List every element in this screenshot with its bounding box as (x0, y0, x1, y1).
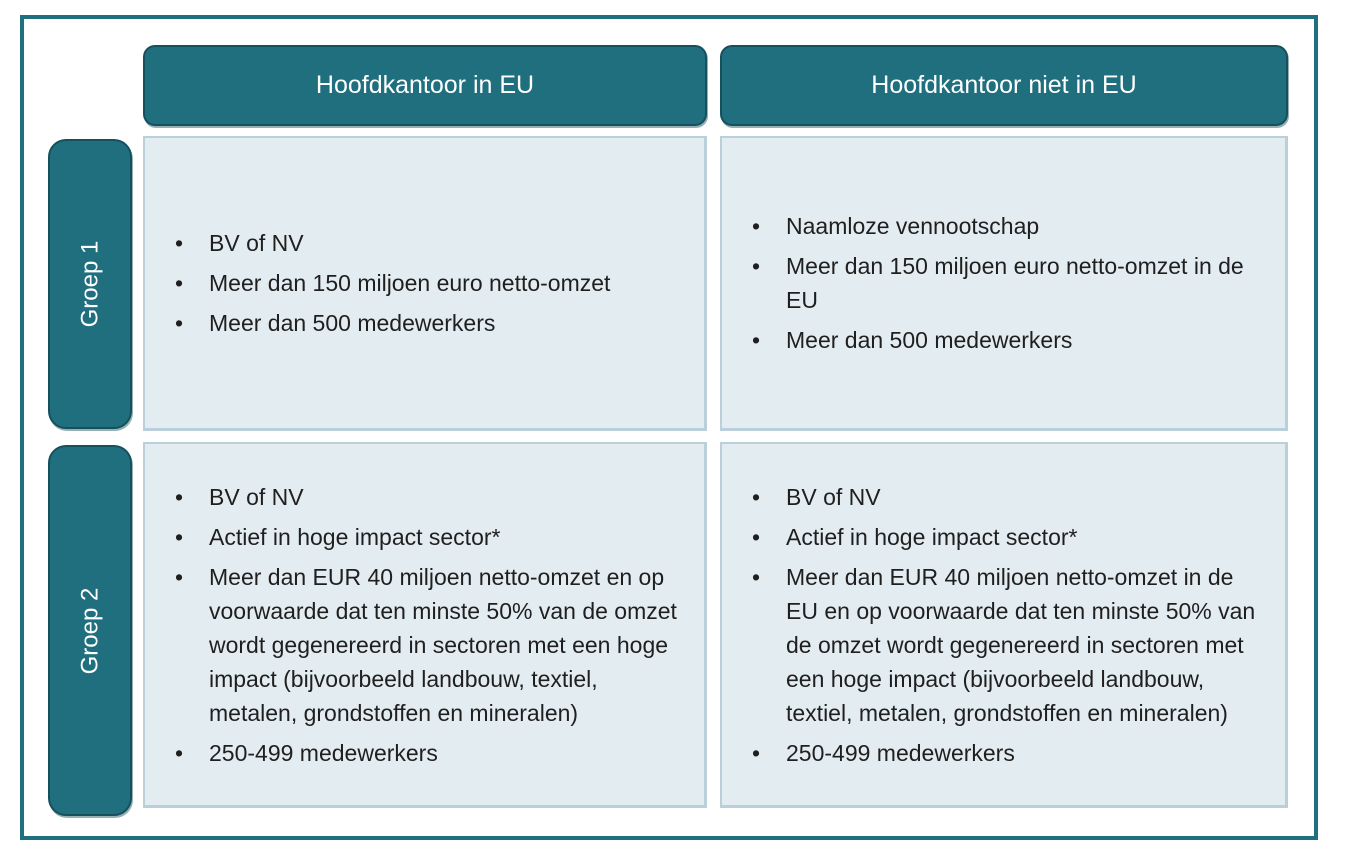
row-header-groep-1 (48, 139, 132, 429)
column-header-label: Hoofdkantoor niet in EU (871, 71, 1137, 99)
bullet-icon: • (752, 563, 761, 590)
bullet-text: 250-499 medewerkers (786, 739, 1015, 766)
bullet-text: Naamloze vennootschap (786, 213, 1040, 239)
bullet-list (169, 220, 686, 346)
bullet-item (746, 480, 1267, 514)
bullet-text: Actief in hoge impact sector* (786, 523, 1078, 550)
bullet-text: Meer dan 150 miljoen euro netto-omzet in de EU (786, 253, 1244, 313)
cell-groep2-niet-eu (720, 442, 1288, 808)
bullet-icon: • (175, 270, 184, 296)
bullet-item (169, 226, 686, 260)
cell-groep2-eu (143, 442, 707, 808)
bullet-icon: • (752, 327, 761, 353)
bullet-text: BV of NV (209, 483, 304, 510)
bullet-list (746, 474, 1267, 776)
bullet-item (746, 249, 1267, 317)
bullet-text: Actief in hoge impact sector* (209, 523, 501, 550)
bullet-item (169, 560, 686, 730)
bullet-item (169, 736, 686, 770)
bullet-item (746, 323, 1267, 357)
row-header-label: Groep 1 (76, 240, 103, 328)
bullet-item (169, 520, 686, 554)
bullet-item (169, 306, 686, 340)
bullet-text: Meer dan EUR 40 miljoen netto-omzet en op voorwaarde dat ten minste 50% van de omzet wordt gegenereerd in sectoren met een hoge impact (bijvoorbeeld landbouw, textiel, metalen, grondstoffen en mineralen) (209, 563, 677, 726)
bullet-text: BV of NV (786, 483, 881, 510)
bullet-list (169, 474, 686, 776)
column-header-label: Hoofdkantoor in EU (315, 71, 535, 99)
bullet-item (746, 209, 1267, 243)
bullet-text: Meer dan 500 medewerkers (786, 327, 1073, 353)
cell-groep1-eu (143, 136, 707, 431)
bullet-text: Meer dan 500 medewerkers (209, 310, 496, 336)
bullet-icon: • (175, 230, 184, 256)
bullet-item (746, 736, 1267, 770)
bullet-icon: • (752, 483, 761, 510)
column-header-hoofdkantoor-niet-in-eu (720, 45, 1288, 126)
cell-groep1-niet-eu (720, 136, 1288, 431)
bullet-icon: • (175, 563, 184, 590)
bullet-icon: • (175, 483, 184, 510)
bullet-icon: • (175, 739, 184, 766)
bullet-list (746, 203, 1267, 363)
bullet-icon: • (752, 523, 761, 550)
row-header-groep-2 (48, 445, 132, 816)
bullet-text: Meer dan 150 miljoen euro netto-omzet (209, 270, 611, 296)
bullet-text: BV of NV (209, 230, 304, 256)
bullet-item (169, 266, 686, 300)
column-header-hoofdkantoor-in-eu (143, 45, 707, 126)
bullet-icon: • (752, 739, 761, 766)
bullet-item (746, 560, 1267, 730)
bullet-icon: • (752, 213, 761, 239)
bullet-text: Meer dan EUR 40 miljoen netto-omzet in de EU en op voorwaarde dat ten minste 50% van de omzet wordt gegenereerd in sectoren met een hoge impact (bijvoorbeeld landbouw, textiel, metalen, grondstoffen en mineralen) (786, 563, 1256, 726)
row-header-label: Groep 2 (76, 587, 103, 674)
bullet-item (746, 520, 1267, 554)
bullet-icon: • (175, 310, 184, 336)
bullet-item (169, 480, 686, 514)
bullet-icon: • (752, 253, 761, 279)
bullet-text: 250-499 medewerkers (209, 739, 438, 766)
bullet-icon: • (175, 523, 184, 550)
